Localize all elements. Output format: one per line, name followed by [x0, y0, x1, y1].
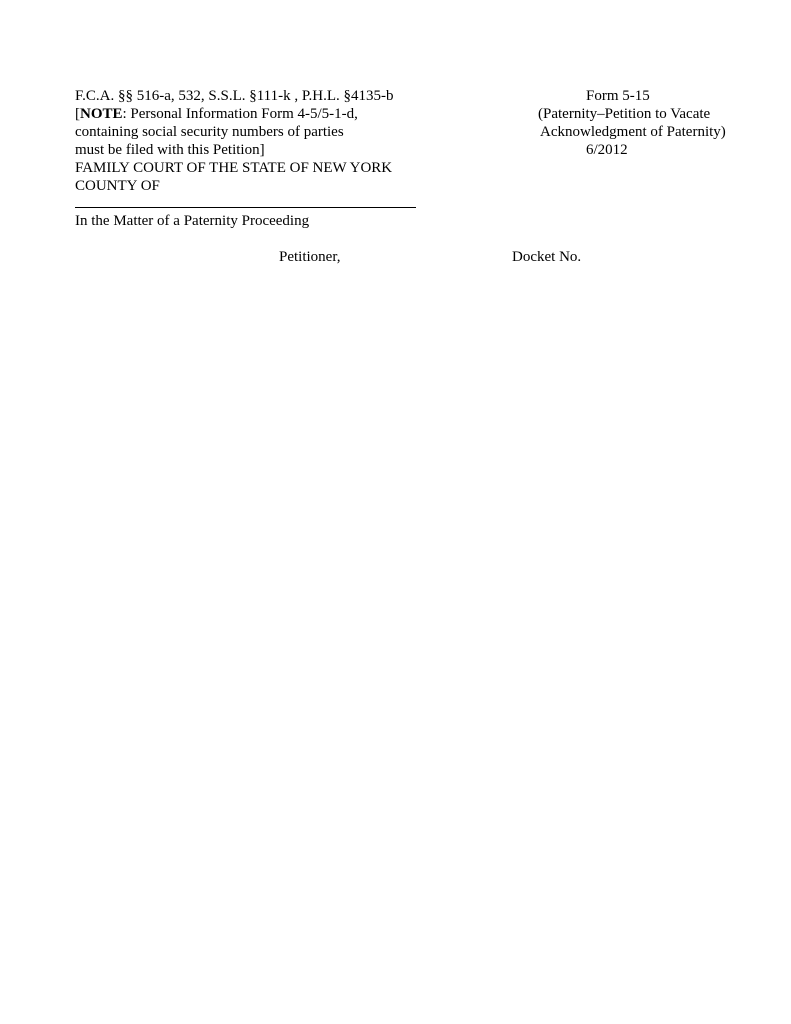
statute-citation: F.C.A. §§ 516-a, 532, S.S.L. §111-k , P.H.L. §4135-b	[75, 88, 394, 104]
petitioner-label: Petitioner,	[279, 249, 341, 265]
note-line-1-text: : Personal Information Form 4-5/5-1-d,	[122, 106, 358, 122]
docket-number-label: Docket No.	[512, 249, 582, 265]
court-name: FAMILY COURT OF THE STATE OF NEW YORK	[75, 160, 393, 176]
county-label: COUNTY OF	[75, 178, 160, 194]
matter-title: In the Matter of a Paternity Proceeding	[75, 213, 310, 229]
note-line-2: containing social security numbers of parties	[75, 124, 344, 140]
form-description-line-2: Acknowledgment of Paternity)	[540, 124, 726, 140]
note-open-bracket: [	[75, 106, 80, 122]
note-label: NOTE	[80, 106, 123, 122]
note-line-1	[75, 105, 358, 123]
form-date: 6/2012	[586, 142, 628, 158]
form-number: Form 5-15	[586, 88, 650, 104]
caption-rule	[75, 207, 416, 208]
note-line-3: must be filed with this Petition]	[75, 142, 265, 158]
form-description-line-1: (Paternity–Petition to Vacate	[538, 106, 711, 122]
